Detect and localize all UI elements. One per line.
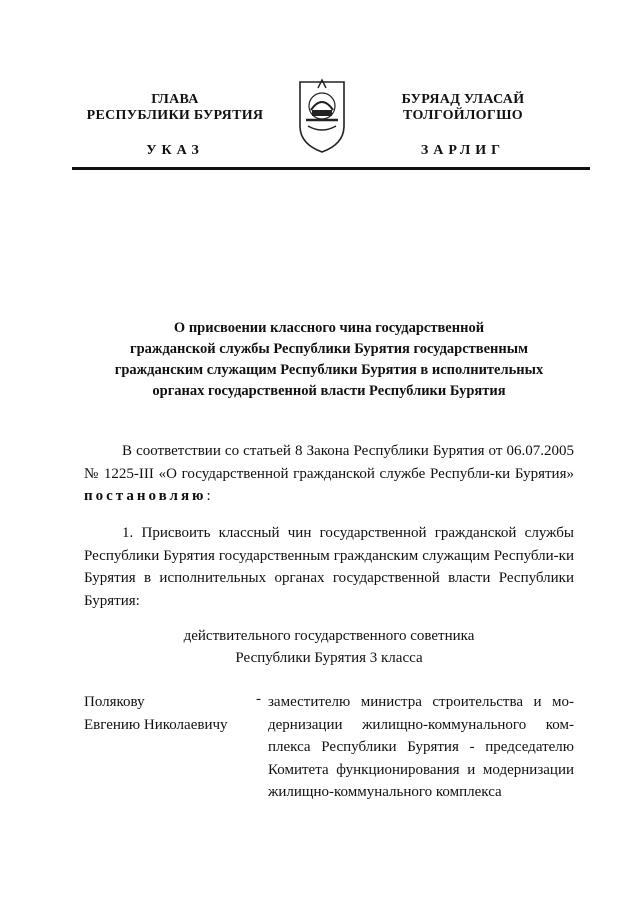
appointee-surname: Полякову xyxy=(84,694,145,710)
header-right xyxy=(370,92,556,124)
decree-label-bua: ЗАРЛИГ xyxy=(420,143,506,158)
decree-colon: : xyxy=(206,488,211,504)
header-left-line1: ГЛАВА xyxy=(151,92,199,107)
header-left xyxy=(82,92,268,124)
preamble-paragraph xyxy=(84,440,574,508)
decree-label-ru: УКАЗ xyxy=(146,143,204,158)
decree-word: постановляю xyxy=(84,488,207,504)
header-divider xyxy=(72,167,590,170)
rank-line: Республики Бурятия 3 класса xyxy=(235,650,423,666)
appointee-name xyxy=(84,691,228,736)
title-line: О присвоении классного чина государственной xyxy=(173,320,485,336)
preamble-text: В соответствии со статьей 8 Закона Республики Бурятия от 06.07.2005 № 1225-III «О государственной гражданской службе Республи-ки Бурятия» xyxy=(84,443,574,482)
header-right-line1: БУРЯАД УЛАСАЙ xyxy=(401,92,525,107)
title-line: гражданской службы Республики Бурятия государственным xyxy=(130,341,528,357)
item-1-paragraph: 1. Присвоить классный чин государственной гражданской службы Республики Бурятия государственным гражданским служащим Республи-ки Бурятия в исполнительных органах государственной власти Республики Бурятия: xyxy=(84,525,574,609)
header-right-line2: ТОЛГОЙЛОГШО xyxy=(403,108,523,123)
rank-title xyxy=(84,625,574,669)
appointee-position: заместителю министра строительства и мо-дернизации жилищно-коммунального ком-плекса Республики Бурятия - председателю Комитета функционирования и модернизации жилищно-коммунального комплекса xyxy=(268,694,574,800)
appointee-given-name: Евгению Николаевичу xyxy=(84,716,228,733)
title-line: гражданским служащим Республики Бурятия в исполнительных xyxy=(114,362,544,378)
document-title xyxy=(84,318,574,402)
rank-line: действительного государственного советника xyxy=(183,628,475,644)
appointee-dash: - xyxy=(256,691,261,707)
header-left-line2: РЕСПУБЛИКИ БУРЯТИЯ xyxy=(86,108,264,123)
title-line: органах государственной власти Республики Бурятия xyxy=(152,383,506,399)
coat-of-arms-icon xyxy=(296,76,348,154)
